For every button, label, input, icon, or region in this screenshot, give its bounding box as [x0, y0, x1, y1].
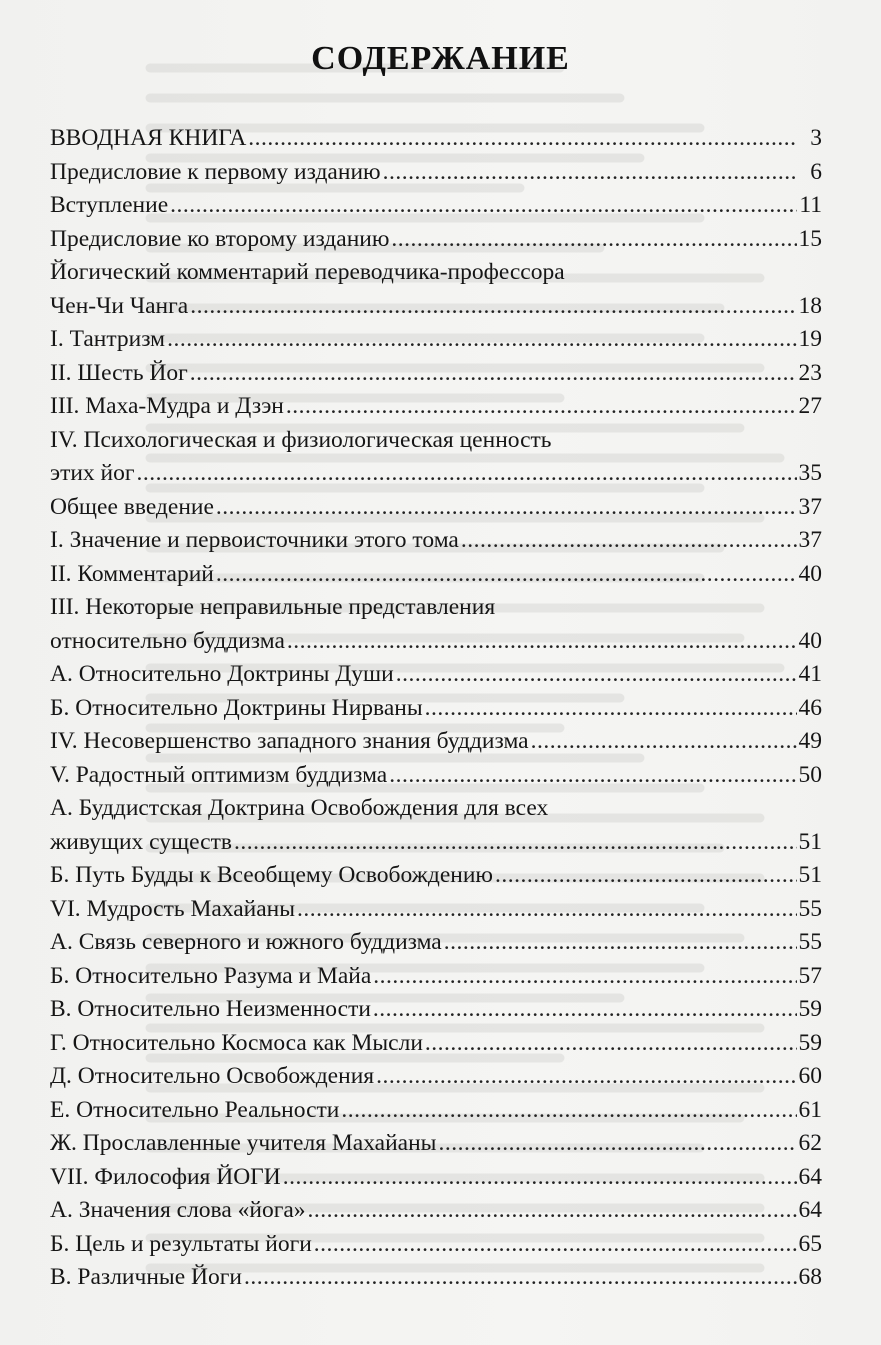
- dot-leader: [287, 625, 797, 659]
- dot-leader: [244, 1261, 797, 1295]
- toc-entry-page: 65: [798, 1230, 822, 1257]
- toc-entry: [50, 591, 822, 625]
- toc-entry: [50, 256, 822, 290]
- toc-entry-title: Б. Цель и результаты йоги: [50, 1230, 312, 1257]
- toc-entry-title: А. Относительно Доктрины Души: [50, 661, 394, 687]
- toc-entry-title: относительно буддизма: [50, 627, 285, 654]
- toc-entry: [50, 658, 822, 692]
- dot-leader: [308, 1194, 797, 1228]
- toc-entry-page: 59: [798, 996, 822, 1022]
- toc-entry: [50, 156, 822, 190]
- dot-leader: [297, 893, 796, 927]
- toc-entry: [50, 725, 822, 759]
- toc-entry-title: I. Тантризм: [50, 326, 166, 352]
- toc-entry-title: ВВОДНАЯ КНИГА: [50, 125, 247, 151]
- toc-entry-title: А. Связь северного и южного буддизма: [50, 929, 442, 955]
- toc-entry: [50, 893, 822, 927]
- toc-entry-page: 27: [798, 393, 822, 419]
- toc-entry: [50, 223, 822, 257]
- toc-entry: [50, 524, 822, 558]
- toc-entry: [50, 189, 822, 223]
- toc-entry-title: II. Шесть Йог: [50, 359, 188, 386]
- toc-entry-title: Е. Относительно Реальности: [50, 1096, 340, 1123]
- toc-entry-title: Йогический комментарий переводчика-профессора: [50, 259, 565, 285]
- dot-leader: [444, 926, 797, 960]
- toc-entry-page: 40: [798, 627, 822, 654]
- toc-entry-title: А. Буддистская Доктрина Освобождения для всех: [50, 795, 549, 821]
- toc-entry-title: Вступление: [50, 192, 169, 218]
- toc-entry: [50, 1194, 822, 1228]
- toc-entry-title: Б. Путь Будды к Всеобщему Освобождению: [50, 862, 493, 888]
- toc-entry-title: II. Комментарий: [50, 560, 214, 587]
- toc-entry: [50, 357, 822, 391]
- toc-entry: [50, 424, 822, 458]
- toc-entry-page: 49: [798, 728, 822, 754]
- toc-entry-title: IV. Несовершенство западного знания буддизма: [50, 728, 529, 754]
- toc-entry-page: 64: [798, 1163, 822, 1190]
- toc-entry-title: VII. Философия ЙОГИ: [50, 1163, 281, 1190]
- toc-entry-page: 55: [798, 929, 822, 955]
- toc-entry-page: 62: [798, 1130, 822, 1156]
- toc-entry: [50, 1127, 822, 1161]
- toc-entry-page: 41: [798, 661, 822, 687]
- dot-leader: [314, 1228, 797, 1262]
- toc-entry-page: 50: [798, 761, 822, 788]
- toc-entry-page: 60: [798, 1063, 822, 1089]
- toc-entry: [50, 1027, 822, 1061]
- dot-leader: [425, 692, 797, 726]
- toc-entry: [50, 1094, 822, 1128]
- toc-entry-page: 19: [798, 326, 822, 352]
- toc-entry: [50, 826, 822, 860]
- toc-entry: [50, 457, 822, 491]
- toc-entry-title: Б. Относительно Разума и Майа: [50, 962, 372, 989]
- dot-leader: [234, 826, 797, 860]
- toc-entry-title: Д. Относительно Освобождения: [50, 1063, 375, 1089]
- toc-entry: [50, 960, 822, 994]
- dot-leader: [495, 859, 797, 893]
- toc-entry-page: 18: [798, 292, 822, 319]
- toc-entry-page: 46: [798, 694, 822, 721]
- toc-entry-title: Предисловие ко второму изданию: [50, 225, 390, 252]
- dot-leader: [216, 491, 797, 525]
- toc-entry-title: Б. Относительно Доктрины Нирваны: [50, 694, 423, 721]
- toc-entry-page: 59: [798, 1029, 822, 1056]
- toc-entry: [50, 122, 822, 156]
- dot-leader: [216, 558, 797, 592]
- toc-entry: [50, 926, 822, 960]
- toc-entry-title: В. Относительно Неизменности: [50, 996, 371, 1022]
- toc-entry-title: В. Различные Йоги: [50, 1264, 242, 1290]
- dot-leader: [286, 390, 797, 424]
- dot-leader: [389, 759, 796, 793]
- toc-entry-page: 57: [798, 962, 822, 989]
- toc-entry-page: 51: [798, 828, 822, 855]
- toc-entry-title: III. Маха-Мудра и Дзэн: [50, 393, 284, 419]
- dot-leader: [167, 323, 796, 357]
- dot-leader: [341, 1094, 796, 1128]
- toc-entry-title: живущих существ: [50, 828, 232, 855]
- toc-entry-title: Предисловие к первому изданию: [50, 158, 381, 185]
- toc-entry-page: 61: [798, 1096, 822, 1123]
- toc-entry-page: 6: [810, 158, 822, 185]
- toc-entry-page: 37: [798, 493, 822, 520]
- toc-entry-title: V. Радостный оптимизм буддизма: [50, 761, 388, 788]
- dot-leader: [425, 1027, 797, 1061]
- toc-entry-title: I. Значение и первоисточники этого тома: [50, 527, 459, 553]
- page-title: СОДЕРЖАНИЕ: [311, 40, 570, 77]
- dot-leader: [438, 1127, 796, 1161]
- toc-entry-page: 35: [798, 460, 822, 486]
- toc-entry-page: 15: [798, 225, 822, 252]
- dot-leader: [373, 993, 797, 1027]
- dot-leader: [170, 189, 797, 223]
- toc-entry-title: VI. Мудрость Махайаны: [50, 895, 296, 922]
- toc-entry: [50, 1261, 822, 1295]
- toc-entry-page: 3: [810, 125, 822, 151]
- toc-entry: [50, 290, 822, 324]
- toc-entry: [50, 993, 822, 1027]
- table-of-contents: [50, 122, 822, 1295]
- toc-entry-page: 64: [798, 1197, 822, 1223]
- toc-entry: [50, 1228, 822, 1262]
- toc-entry-page: 51: [798, 862, 822, 888]
- dot-leader: [531, 725, 797, 759]
- dot-leader: [373, 960, 796, 994]
- toc-entry: [50, 859, 822, 893]
- toc-entry: [50, 625, 822, 659]
- dot-leader: [137, 457, 797, 491]
- toc-entry-page: 40: [798, 560, 822, 587]
- toc-entry: [50, 759, 822, 793]
- dot-leader: [248, 122, 798, 156]
- dot-leader: [383, 156, 798, 190]
- toc-entry-page: 37: [798, 527, 822, 553]
- toc-entry-page: 55: [798, 895, 822, 922]
- toc-entry-title: Ж. Прославленные учителя Махайаны: [50, 1130, 437, 1156]
- toc-entry-title: III. Некоторые неправильные представления: [50, 594, 496, 620]
- toc-entry-page: 23: [798, 359, 822, 386]
- dot-leader: [391, 223, 796, 257]
- dot-leader: [396, 658, 797, 692]
- toc-entry-page: 68: [798, 1264, 822, 1290]
- toc-entry-title: Г. Относительно Космоса как Мысли: [50, 1029, 423, 1056]
- dot-leader: [190, 290, 796, 324]
- dot-leader: [283, 1161, 797, 1195]
- toc-entry-title: Чен-Чи Чанга: [50, 292, 189, 319]
- toc-entry: [50, 1161, 822, 1195]
- toc-entry: [50, 558, 822, 592]
- toc-entry: [50, 390, 822, 424]
- toc-entry-title: этих йог: [50, 460, 135, 486]
- dot-leader: [190, 357, 797, 391]
- toc-entry-page: 11: [799, 192, 822, 218]
- toc-entry: [50, 792, 822, 826]
- toc-entry-title: Общее введение: [50, 493, 214, 520]
- toc-entry-title: А. Значения слова «йога»: [50, 1197, 306, 1223]
- toc-entry: [50, 491, 822, 525]
- toc-entry: [50, 1060, 822, 1094]
- dot-leader: [376, 1060, 796, 1094]
- dot-leader: [461, 524, 797, 558]
- toc-entry: [50, 692, 822, 726]
- toc-entry: [50, 323, 822, 357]
- toc-entry-title: IV. Психологическая и физиологическая ценность: [50, 426, 552, 453]
